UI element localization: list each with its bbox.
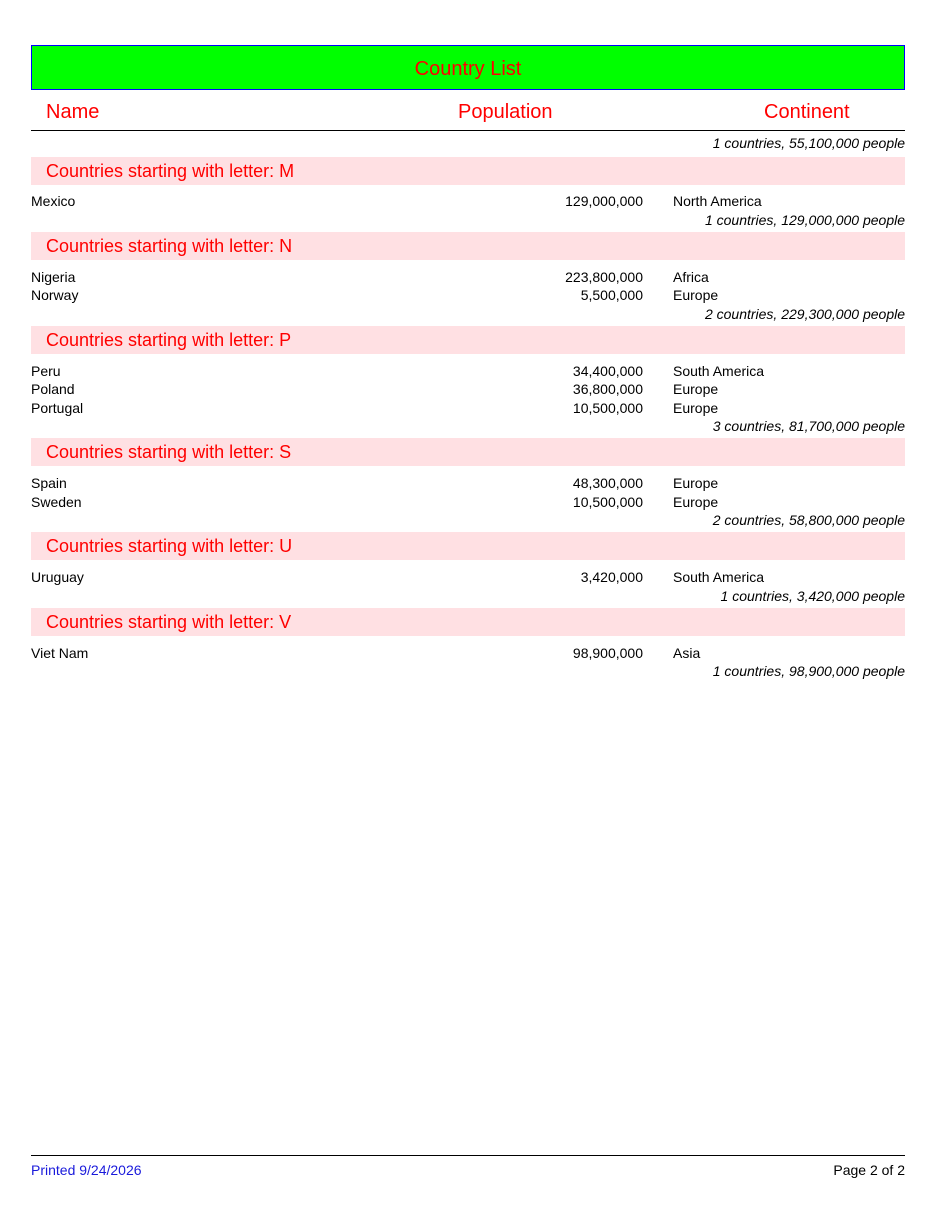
table-row [31, 493, 905, 512]
printed-date: Printed 9/24/2026 [31, 1162, 142, 1178]
table-row [31, 399, 905, 418]
country-name: Nigeria [31, 268, 76, 285]
group-summary: 2 countries, 229,300,000 people [704, 305, 905, 322]
country-continent: Europe [673, 493, 719, 510]
group-header-v [31, 608, 905, 636]
table-row [31, 380, 905, 399]
group-header-u [31, 532, 905, 560]
group-header-label: Countries starting with letter: P [46, 329, 292, 350]
country-name: Portugal [31, 399, 84, 416]
country-population: 48,300,000 [572, 475, 643, 491]
country-name: Spain [31, 475, 67, 491]
country-name: Peru [31, 362, 61, 379]
group-summary: 1 countries, 3,420,000 people [720, 587, 905, 604]
country-population: 3,420,000 [580, 569, 643, 585]
column-header-name: Name [46, 101, 100, 123]
table-row [31, 644, 905, 663]
country-continent: Europe [673, 475, 719, 491]
group-summary: 3 countries, 81,700,000 people [712, 418, 905, 434]
table-row [31, 268, 905, 287]
country-population: 223,800,000 [565, 268, 643, 285]
country-population: 10,500,000 [572, 399, 643, 416]
country-name: Poland [31, 381, 75, 397]
column-header-row [31, 90, 905, 131]
country-name: Norway [31, 287, 79, 303]
table-row [31, 568, 905, 587]
table-row [31, 286, 905, 305]
country-continent: Europe [673, 381, 719, 397]
carryover-summary: 1 countries, 55,100,000 people [712, 135, 905, 151]
group-summary: 1 countries, 98,900,000 people [712, 663, 905, 679]
country-continent: Asia [673, 644, 701, 661]
group-header-m [31, 157, 905, 185]
country-continent: North America [673, 193, 762, 209]
group-header-label: Countries starting with letter: V [46, 611, 292, 632]
group-header-label: Countries starting with letter: M [46, 161, 295, 181]
country-population: 98,900,000 [572, 644, 643, 661]
report-title-band [31, 45, 905, 90]
group-header-label: Countries starting with letter: S [46, 442, 292, 462]
country-population: 129,000,000 [565, 193, 643, 209]
country-list-report [31, 45, 905, 681]
page-footer [31, 1155, 905, 1186]
country-population: 34,400,000 [572, 362, 643, 379]
group-header-n [31, 232, 905, 260]
report-title: Country List [414, 58, 522, 80]
country-continent: Africa [673, 268, 709, 285]
page-number: Page 2 of 2 [833, 1162, 905, 1178]
country-continent: South America [673, 569, 765, 585]
country-name: Viet Nam [31, 644, 89, 661]
country-continent: Europe [673, 287, 719, 303]
country-continent: Europe [673, 399, 719, 416]
group-header-p [31, 326, 905, 354]
country-name: Mexico [31, 193, 76, 209]
country-population: 5,500,000 [580, 287, 643, 303]
group-header-label: Countries starting with letter: U [46, 536, 293, 556]
group-summary: 1 countries, 129,000,000 people [704, 211, 905, 228]
column-header-continent: Continent [764, 101, 850, 123]
table-row [31, 474, 905, 493]
country-continent: South America [673, 362, 765, 379]
country-name: Uruguay [31, 569, 84, 585]
group-summary: 2 countries, 58,800,000 people [712, 512, 905, 528]
group-header-s [31, 438, 905, 466]
table-row [31, 192, 905, 211]
country-population: 36,800,000 [572, 381, 643, 397]
column-header-population: Population [458, 101, 553, 123]
group-header-label: Countries starting with letter: N [46, 235, 293, 256]
country-population: 10,500,000 [572, 493, 643, 510]
country-name: Sweden [31, 493, 82, 510]
table-row [31, 362, 905, 381]
